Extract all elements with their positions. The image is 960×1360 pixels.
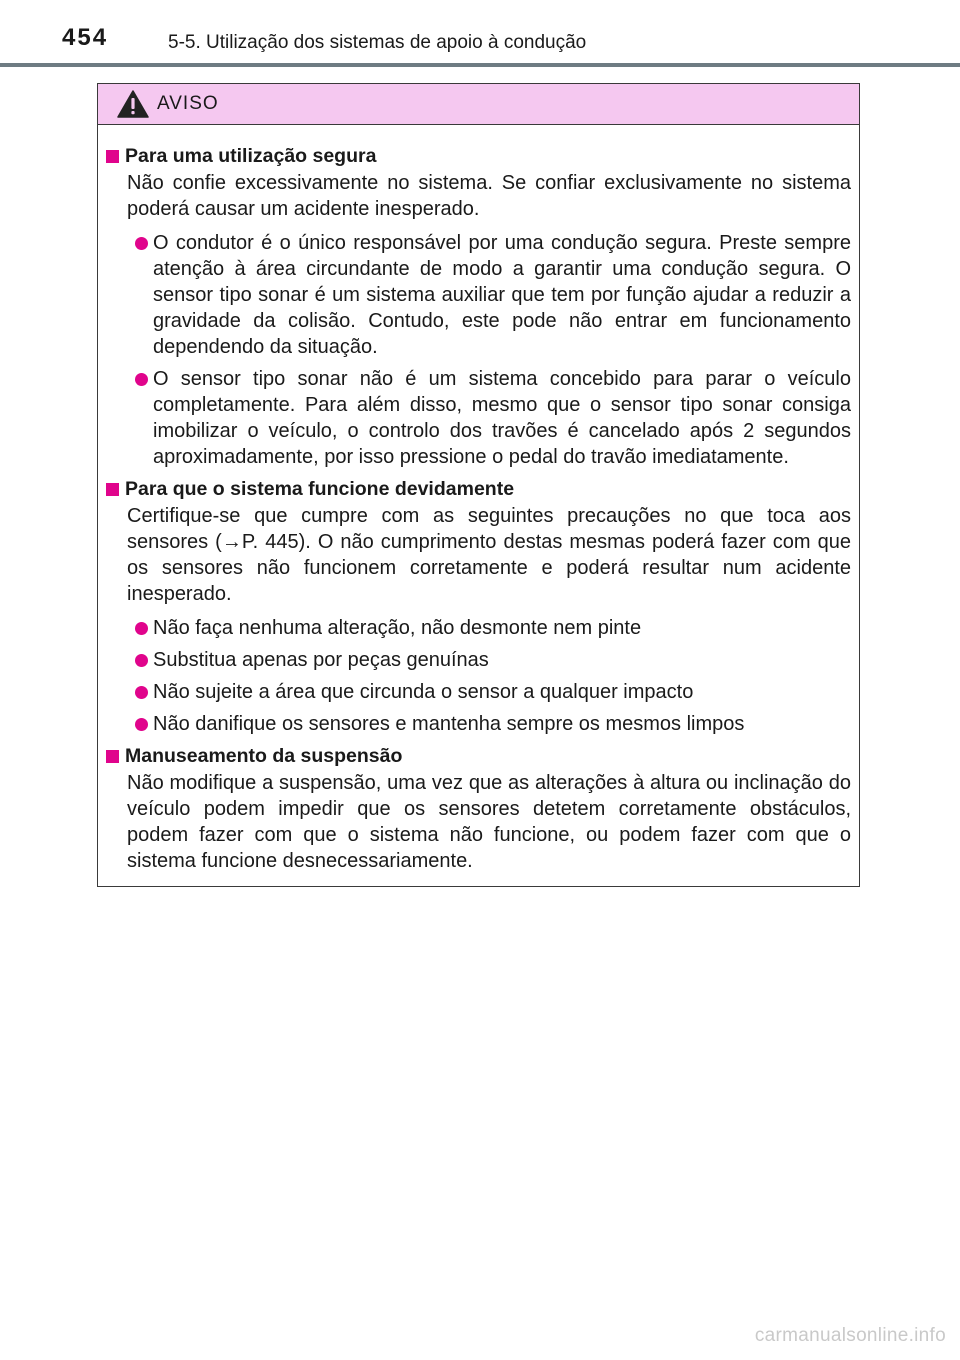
section-paragraph: Não confie excessivamente no sistema. Se confiar exclusivamente no sistema poderá causar um acidente inesperado. [127,172,851,220]
list-item-text: Não danifique os sensores e mantenha sempre os mesmos limpos [153,713,745,735]
warning-box [97,83,860,887]
header-rule [0,63,960,67]
list-item [135,230,851,360]
list-item [135,647,851,673]
list-item-text: O sensor tipo sonar não é um sistema concebido para parar o veículo completamente. Para além disso, mesmo que o sensor tipo sonar consiga imobilizar o veículo, o controlo dos travões é cancelado após 2 segundos aproximadamente, por isso pressione o pedal do travão imediatamente. [153,368,851,468]
round-bullet-icon [135,622,148,635]
section-heading [106,143,851,169]
watermark: carmanualsonline.info [754,1325,946,1346]
round-bullet-icon [135,237,148,250]
list-item [135,615,851,641]
list-item [135,679,851,705]
round-bullet-icon [135,718,148,731]
section-heading [106,743,851,769]
list-item-text: O condutor é o único responsável por uma condução segura. Preste sempre atenção à área circundante de modo a garantir uma condução segura. O sensor tipo sonar é um sistema auxiliar que tem por função ajudar a reduzir a gravidade da colisão. Contudo, este pode não entrar em funcionamento dependendo da situação. [153,232,851,358]
warning-body [98,125,859,874]
section-title: 5-5. Utilização dos sistemas de apoio à condução [168,32,587,53]
section-heading-text: Para que o sistema funcione devidamente [125,478,515,500]
list-item [135,711,851,737]
round-bullet-icon [135,686,148,699]
section-paragraph: Não modifique a suspensão, uma vez que as alterações à altura ou inclinação do veículo podem impedir que os sensores detetem corretamente obstáculos, podem fazer com que o sistema não funcione, ou podem fazer com que o sistema funcione desnecessariamente. [127,772,851,872]
list-item-text: Substitua apenas por peças genuínas [153,649,489,671]
section-heading [106,476,851,502]
section-heading-text: Para uma utilização segura [125,145,377,167]
page-header [0,0,960,68]
round-bullet-icon [135,373,148,386]
list-item-text: Não sujeite a área que circunda o sensor a qualquer impacto [153,681,694,703]
section-heading-text: Manuseamento da suspensão [125,745,403,767]
warning-title: AVISO [157,93,219,114]
square-bullet-icon [106,750,119,763]
square-bullet-icon [106,150,119,163]
warning-header [98,84,859,125]
page-number: 454 [62,24,109,51]
list-item [135,366,851,470]
round-bullet-icon [135,654,148,667]
warning-triangle-icon [117,90,149,118]
list-item-text: Não faça nenhuma alteração, não desmonte nem pinte [153,617,642,639]
section-paragraph: Certifique-se que cumpre com as seguintes precauções no que toca aos sensores (→P. 445). O não cumprimento destas mesmas poderá fazer com que os sensores não funcionem corretamente e poderá resultar num acidente inesperado. [127,505,851,605]
square-bullet-icon [106,483,119,496]
